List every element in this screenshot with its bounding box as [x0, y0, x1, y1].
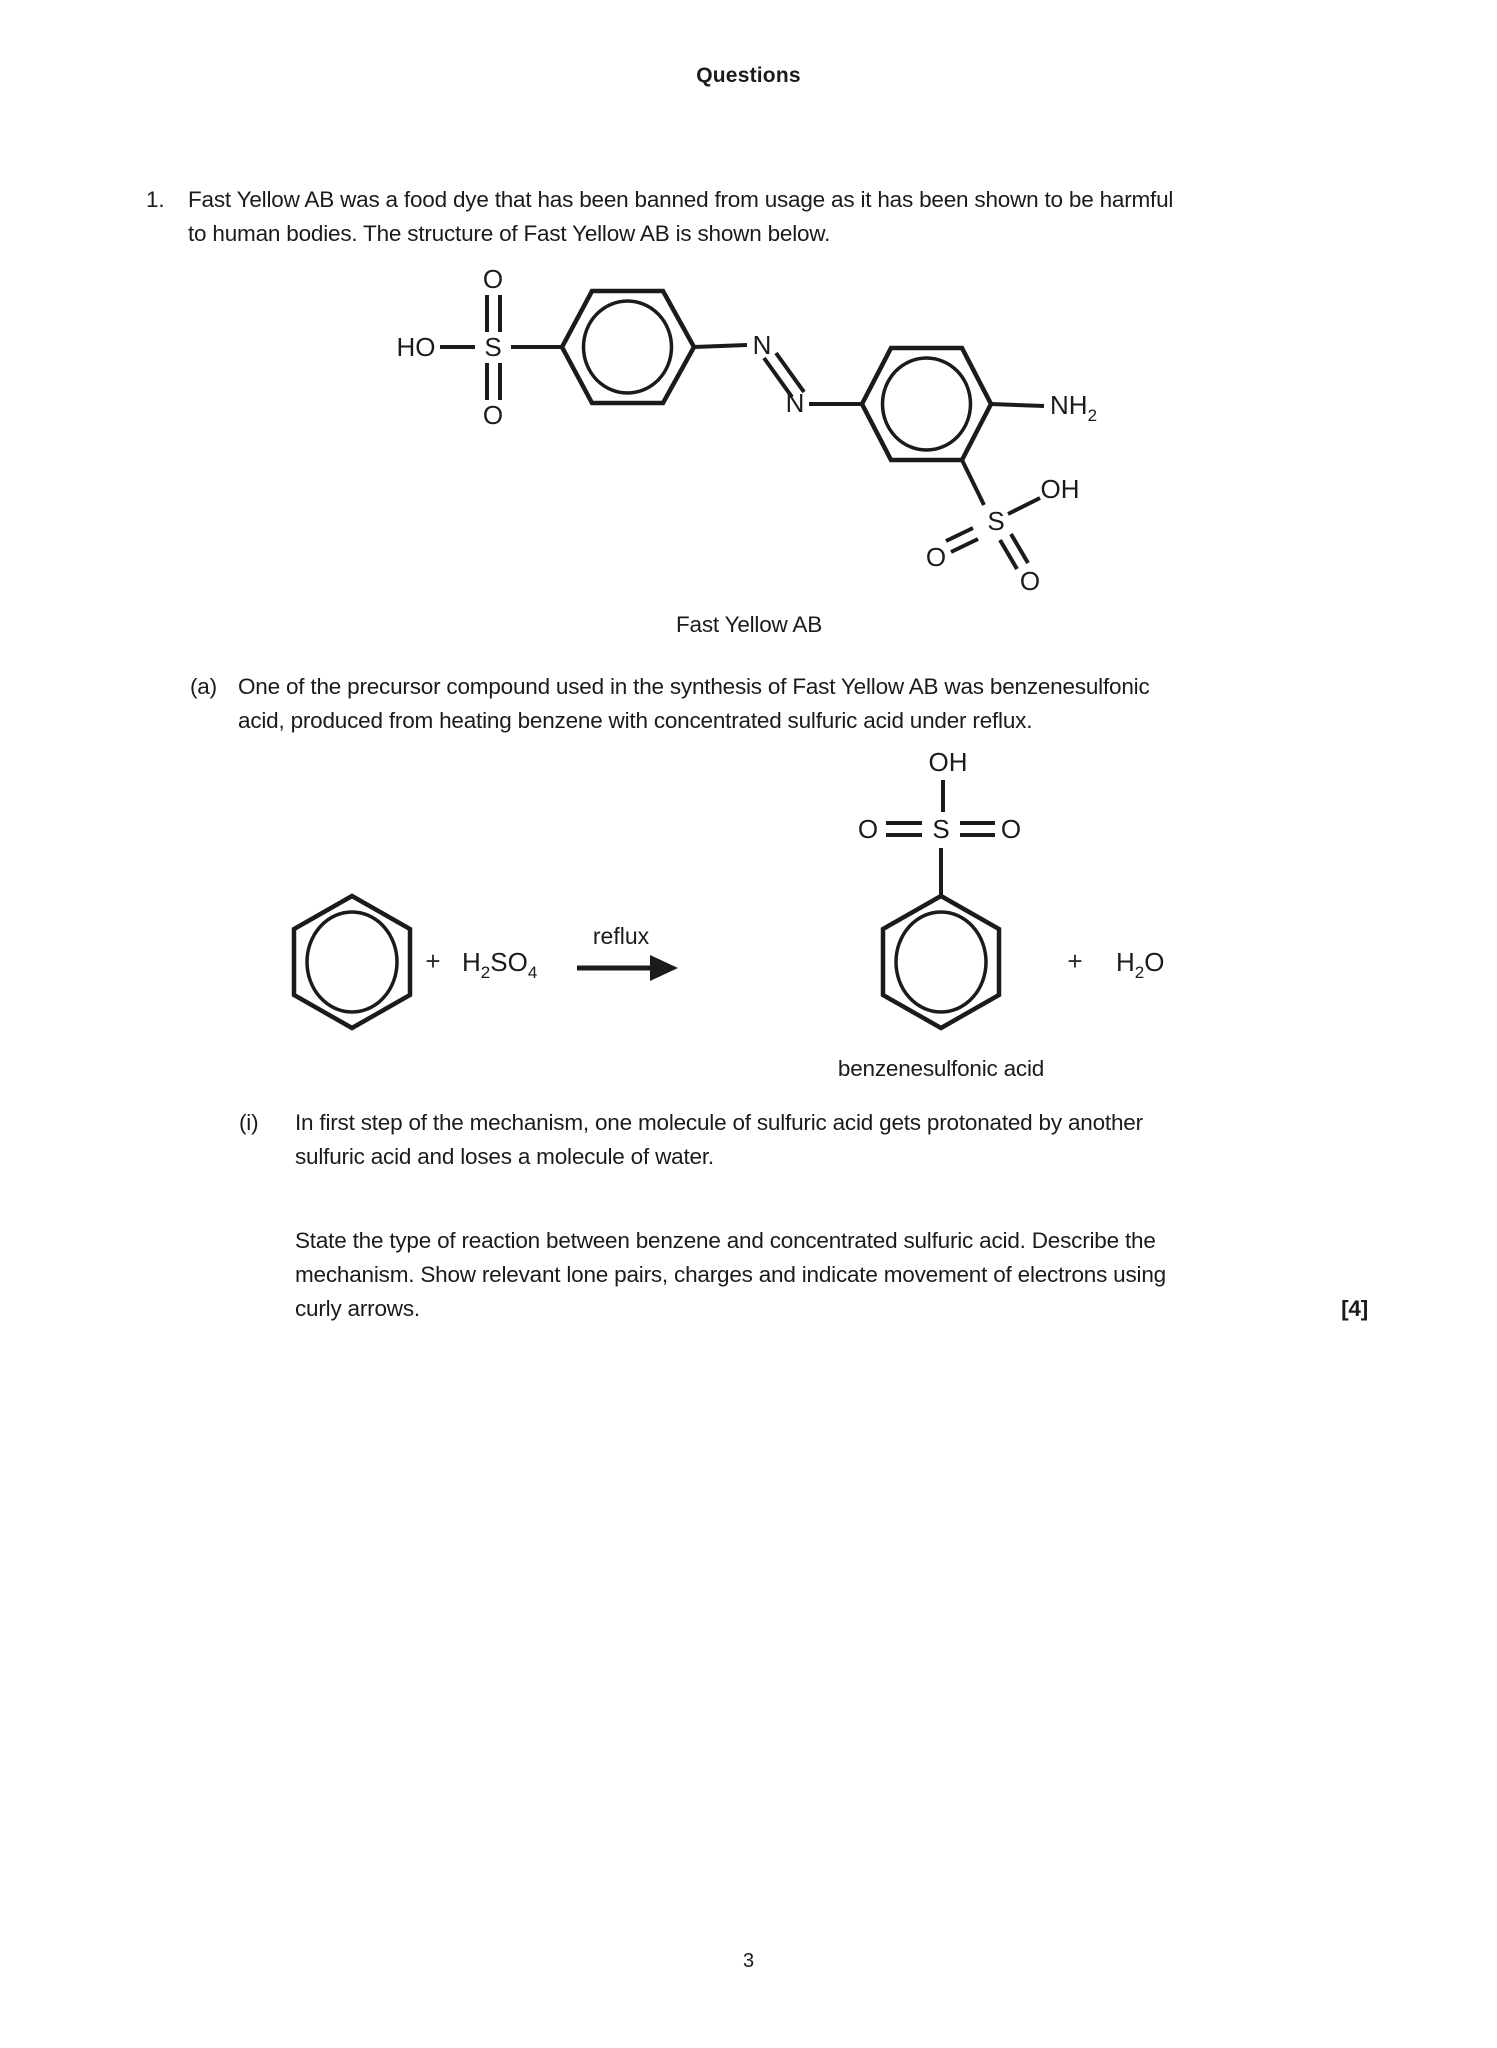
nh-subscript: 2: [1087, 406, 1098, 425]
page-title: Questions: [696, 64, 801, 87]
double-bond-s-o-right: [1000, 540, 1017, 569]
h2o-sub2: 2: [1134, 963, 1145, 982]
part-a: [190, 670, 1150, 738]
page-number: 3: [742, 1950, 755, 1972]
part-i-text: [295, 1106, 1143, 1174]
question-1-intro: [146, 183, 1173, 251]
atom-label-s: S: [987, 506, 1005, 536]
sulfonation-reaction-scheme: [250, 745, 1210, 1090]
question-1-intro-text: [188, 183, 1173, 251]
reaction-arrow: [577, 923, 678, 981]
h2so4-h: H: [462, 947, 481, 977]
text-line: State the type of reaction between benzene and concentrated sulfuric acid. Describe the: [295, 1228, 1156, 1253]
h2so4-formula: [462, 947, 537, 982]
atom-label-s: S: [484, 332, 502, 362]
part-i: [239, 1106, 1143, 1174]
atom-label-n: N: [752, 330, 772, 360]
scheme-caption: benzenesulfonic acid: [837, 1056, 1045, 1081]
structure-caption: Fast Yellow AB: [675, 612, 823, 637]
h2so4-sub2: 2: [480, 963, 491, 982]
double-bond-n-n: [776, 353, 804, 392]
sulfonic-group-right: [926, 460, 1080, 596]
text-line: mechanism. Show relevant lone pairs, charges and indicate movement of electrons using: [295, 1262, 1166, 1287]
double-bond-s-o-left: [951, 539, 978, 552]
benzene-ring-right: [862, 348, 1097, 460]
atom-label-o: O: [482, 400, 504, 430]
atom-label-o: O: [482, 264, 504, 294]
benzene-reactant: [294, 896, 410, 1028]
atom-label-o: O: [857, 814, 879, 844]
part-i-task-text: [295, 1224, 1368, 1326]
bond-ring-s: [962, 460, 984, 505]
text-line: sulfuric acid and loses a molecule of water.: [295, 1144, 714, 1169]
marks-badge: [4]: [1341, 1296, 1368, 1321]
reflux-condition-label: reflux: [592, 923, 650, 949]
h2o-formula: [1116, 947, 1164, 982]
fast-yellow-ab-structure: [300, 250, 1150, 610]
plus-sign: +: [1067, 946, 1083, 976]
benzene-hexagon: [294, 896, 410, 1028]
atom-label-oh: OH: [928, 747, 968, 777]
part-i-label: (i): [239, 1110, 259, 1135]
atom-label-s: S: [932, 814, 950, 844]
text-line: Fast Yellow AB was a food dye that has been banned from usage as it has been shown to be harmful: [188, 187, 1174, 212]
bond-s-oh: [1008, 498, 1040, 514]
atom-label-o: O: [1019, 566, 1041, 596]
aromatic-circle: [896, 912, 986, 1012]
text-line-with-marks: [295, 1292, 1368, 1326]
h2o-o: O: [1144, 947, 1165, 977]
h2so4-sub4: 4: [527, 963, 538, 982]
bond-ring-nh2: [991, 404, 1044, 406]
text-line: curly arrows.: [295, 1296, 420, 1321]
aromatic-circle: [584, 301, 672, 393]
text-line: to human bodies. The structure of Fast Yellow AB is shown below.: [188, 221, 831, 246]
part-a-label: (a): [190, 674, 217, 699]
benzene-ring-left: [511, 291, 694, 403]
h2o-h: H: [1116, 947, 1135, 977]
atom-label-n: N: [785, 388, 805, 418]
part-i-task: [295, 1224, 1368, 1326]
double-bond-s-o-left: [946, 528, 973, 541]
plus-sign: +: [425, 946, 441, 976]
benzenesulfonic-acid-product: [858, 747, 1021, 1028]
text-line: In first step of the mechanism, one molecule of sulfuric acid gets protonated by another: [295, 1110, 1143, 1135]
atom-label-ho: HO: [396, 332, 436, 362]
h2so4-so: SO: [490, 947, 528, 977]
benzene-hexagon: [883, 896, 999, 1028]
atom-label-o: O: [1000, 814, 1022, 844]
sulfonic-group-left: [397, 264, 504, 430]
atom-label-o: O: [925, 542, 947, 572]
aromatic-circle: [307, 912, 397, 1012]
part-a-text: [238, 670, 1150, 738]
bond-ring-n: [694, 345, 747, 347]
atom-label-nh2: [1050, 390, 1097, 425]
aromatic-circle: [883, 358, 971, 450]
azo-group: [694, 330, 862, 418]
text-line: One of the precursor compound used in the synthesis of Fast Yellow AB was benzenesulfonic: [238, 674, 1150, 699]
double-bond-s-o-right: [1011, 534, 1028, 563]
nh-text: NH: [1050, 390, 1088, 420]
question-number: 1.: [146, 187, 165, 212]
arrow-head: [650, 955, 678, 981]
atom-label-oh: OH: [1040, 474, 1080, 504]
text-line: acid, produced from heating benzene with concentrated sulfuric acid under reflux.: [238, 708, 1033, 733]
